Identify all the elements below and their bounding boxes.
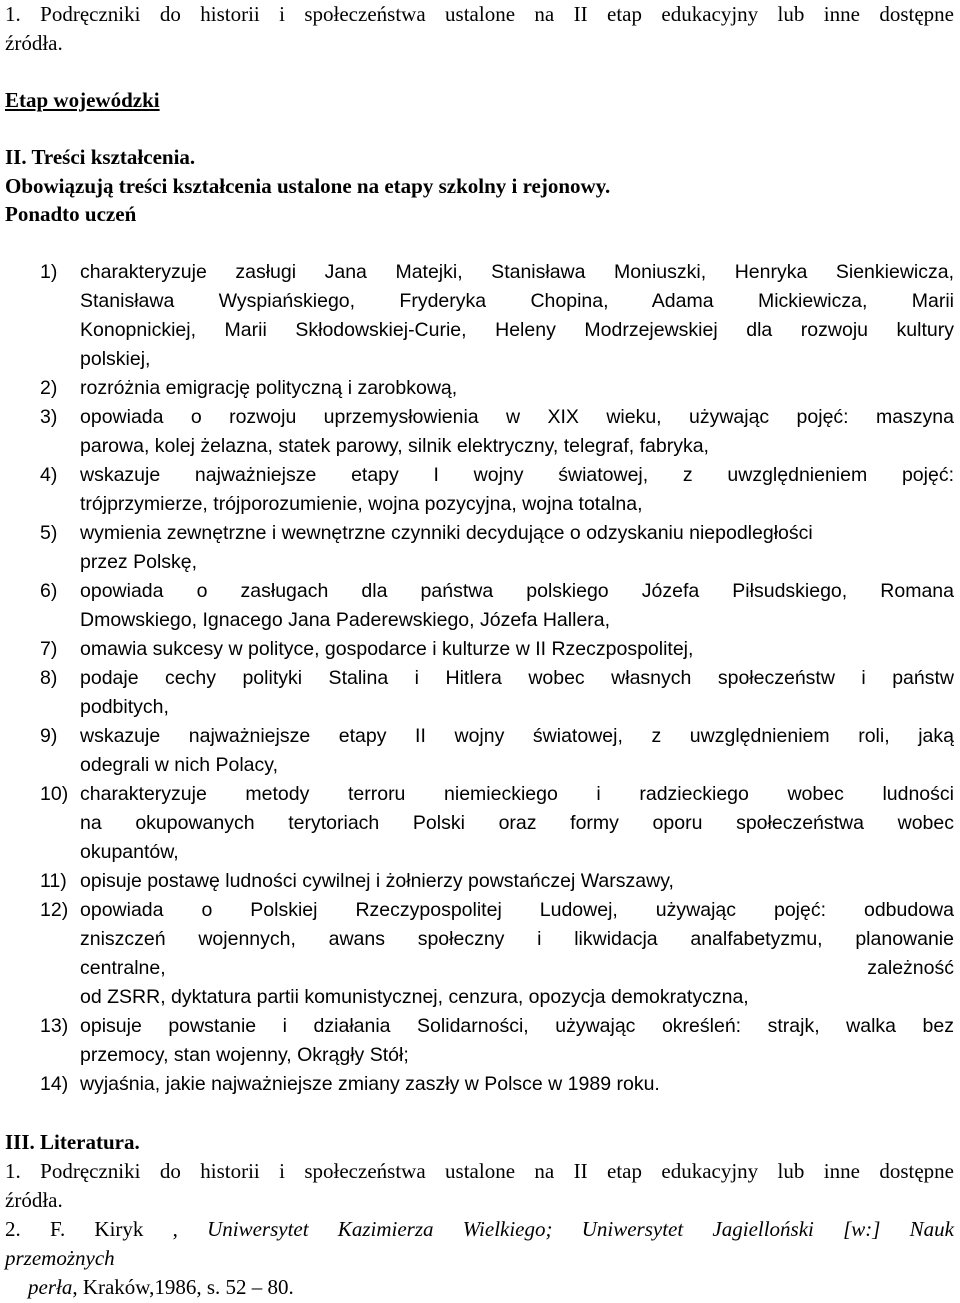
item-number: 4) xyxy=(40,464,58,486)
list-item-line: opisuje powstanie i działania Solidarności, używając określeń: strajk, walka bez xyxy=(80,1015,954,1037)
section-lead: Ponadto uczeń xyxy=(5,202,137,226)
list-item-line: Stanisława Wyspiańskiego, Fryderyka Chopina, Adama Mickiewicza, Marii xyxy=(80,290,954,312)
item-number: 5) xyxy=(40,522,58,544)
list-item-line: na okupowanych terytoriach Polski oraz formy oporu społeczeństwa wobec xyxy=(80,812,954,834)
item-number: 9) xyxy=(40,725,58,747)
reference-2-line-2: przemożnych xyxy=(5,1246,115,1270)
item-number: 7) xyxy=(40,638,58,660)
source-line-2: źródła. xyxy=(5,31,63,55)
list-item-line: okupantów, xyxy=(80,841,179,863)
list-item-line: centralne, zależność xyxy=(80,957,954,979)
list-item-line: opowiada o Polskiej Rzeczypospolitej Ludowej, używając pojęć: odbudowa xyxy=(80,899,954,921)
list-item-line: podbitych, xyxy=(80,696,169,718)
source-line-1: 1. Podręczniki do historii i społeczeństwa ustalone na II etap edukacyjny lub inne dostępne xyxy=(5,2,954,26)
list-item-line: opisuje postawę ludności cywilnej i żołnierzy powstańczej Warszawy, xyxy=(80,870,674,892)
item-number: 1) xyxy=(40,261,58,283)
list-item-line: od ZSRR, dyktatura partii komunistycznej, cenzura, opozycja demokratyczna, xyxy=(80,986,749,1008)
list-item-line: wskazuje najważniejsze etapy I wojny światowej, z uwzględnieniem pojęć: xyxy=(80,464,954,486)
list-item-line: Konopnickiej, Marii Skłodowskiej-Curie, Heleny Modrzejewskiej dla rozwoju kultury xyxy=(80,319,954,341)
item-number: 14) xyxy=(40,1073,69,1095)
list-item-line: podaje cechy polityki Stalina i Hitlera wobec własnych społeczeństw i państw xyxy=(80,667,954,689)
list-item-line: charakteryzuje metody terroru niemieckiego i radzieckiego wobec ludności xyxy=(80,783,954,805)
list-item-line: opowiada o rozwoju uprzemysłowienia w XIX wieku, używając pojęć: maszyna xyxy=(80,406,954,428)
list-item-line: Dmowskiego, Ignacego Jana Paderewskiego, Józefa Hallera, xyxy=(80,609,611,631)
item-number: 2) xyxy=(40,377,58,399)
reference-2-title: Uniwersytet Kazimierza Wielkiego; Uniwersytet Jagielloński [w:] Nauk xyxy=(207,1217,954,1241)
item-number: 13) xyxy=(40,1015,69,1037)
list-item-line: wyjaśnia, jakie najważniejsze zmiany zaszły w Polsce w 1989 roku. xyxy=(80,1073,660,1095)
list-item-line: trójprzymierze, trójporozumienie, wojna pozycyjna, wojna totalna, xyxy=(80,493,643,515)
list-item-line: opowiada o zasługach dla państwa polskiego Józefa Piłsudskiego, Romana xyxy=(80,580,954,602)
item-number: 10) xyxy=(40,783,69,805)
item-number: 12) xyxy=(40,899,69,921)
section-heading-contents: II. Treści kształcenia. xyxy=(5,145,196,169)
reference-2-author: 2. F. Kiryk , xyxy=(5,1217,208,1241)
list-item-line: wymienia zewnętrzne i wewnętrzne czynniki decydujące o odzyskaniu niepodległości xyxy=(80,522,813,544)
item-number: 6) xyxy=(40,580,58,602)
list-item-line: zniszczeń wojennych, awans społeczny i likwidacja analfabetyzmu, planowanie xyxy=(80,928,954,950)
item-number: 11) xyxy=(40,870,67,892)
list-item-line: parowa, kolej żelazna, statek parowy, silnik elektryczny, telegraf, fabryka, xyxy=(80,435,709,457)
section-heading-literature: III. Literatura. xyxy=(5,1130,140,1154)
list-item-line: przez Polskę, xyxy=(80,551,198,573)
item-number: 3) xyxy=(40,406,58,428)
list-item-line: przemocy, stan wojenny, Okrągły Stół; xyxy=(80,1044,409,1066)
list-item-line: wskazuje najważniejsze etapy II wojny światowej, z uwzględnieniem roli, jaką xyxy=(80,725,954,747)
list-item-line: rozróżnia emigrację polityczną i zarobkową, xyxy=(80,377,458,399)
stage-title: Etap wojewódzki xyxy=(5,88,160,112)
reference-2-publication: , Kraków,1986, s. 52 – 80. xyxy=(72,1275,294,1299)
reference-2-title-end: perła xyxy=(28,1275,73,1299)
reference-1-line-1: 1. Podręczniki do historii i społeczeństwa ustalone na II etap edukacyjny lub inne dostępne xyxy=(5,1159,954,1183)
list-item-line: odegrali w nich Polacy, xyxy=(80,754,278,776)
list-item-line: charakteryzuje zasługi Jana Matejki, Stanisława Moniuszki, Henryka Sienkiewicza, xyxy=(80,261,954,283)
reference-2-line-3 xyxy=(28,1273,954,1302)
reference-2-line-1 xyxy=(5,1215,954,1244)
list-item-line: polskiej, xyxy=(80,348,151,370)
list-item-line: omawia sukcesy w polityce, gospodarce i kulturze w II Rzeczpospolitej, xyxy=(80,638,694,660)
reference-1-line-2: źródła. xyxy=(5,1188,63,1212)
section-intro: Obowiązują treści kształcenia ustalone na etapy szkolny i rejonowy. xyxy=(5,174,611,198)
item-number: 8) xyxy=(40,667,58,689)
